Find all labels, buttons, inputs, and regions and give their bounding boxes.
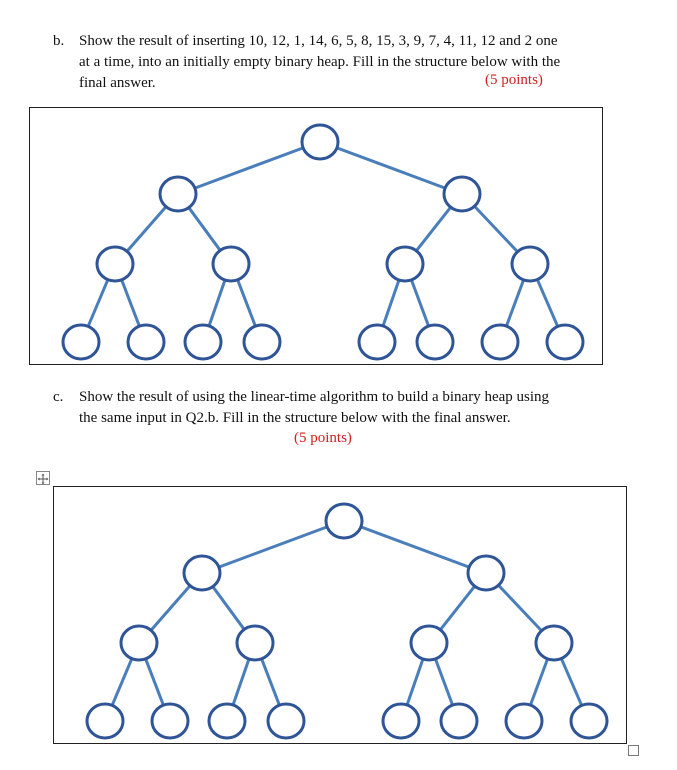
heap-node-empty[interactable]	[547, 325, 583, 359]
heap-node-empty[interactable]	[97, 247, 133, 281]
question-c-letter: c.	[53, 389, 64, 405]
tree-edge	[111, 657, 132, 707]
tree-edge	[188, 206, 221, 252]
tree-edge	[506, 278, 524, 327]
tree-edge	[530, 657, 548, 706]
heap-node-empty[interactable]	[184, 556, 220, 590]
tree-edge	[406, 657, 423, 706]
question-c	[53, 386, 653, 434]
move-arrows-icon[interactable]	[36, 471, 50, 485]
question-b-line-2: at a time, into an initially empty binary heap. Fill in the structure below with the	[79, 54, 561, 70]
heap-node-empty[interactable]	[87, 704, 123, 738]
heap-node-empty[interactable]	[417, 325, 453, 359]
tree-edge	[150, 584, 191, 631]
tree-edge	[126, 205, 167, 252]
question-b-line-1: Show the result of inserting 10, 12, 1, 14, 6, 5, 8, 15, 3, 9, 7, 4, 11, 12 and 2 one	[79, 33, 558, 49]
tree-edge	[212, 585, 245, 631]
tree-edge	[537, 278, 559, 328]
heap-tree-b	[30, 108, 604, 366]
heap-node-empty[interactable]	[444, 177, 480, 211]
heap-node-empty[interactable]	[359, 325, 395, 359]
heap-node-empty[interactable]	[121, 626, 157, 660]
heap-node-empty[interactable]	[512, 247, 548, 281]
tree-edge	[261, 657, 280, 707]
heap-node-empty[interactable]	[387, 247, 423, 281]
heap-node-empty[interactable]	[506, 704, 542, 738]
question-c-line-2: the same input in Q2.b. Fill in the structure below with the final answer.	[79, 410, 511, 426]
tree-edges-c	[111, 526, 582, 707]
heap-node-empty[interactable]	[468, 556, 504, 590]
tree-edge	[359, 526, 471, 567]
question-b-points: (5 points)	[485, 72, 543, 88]
heap-node-empty[interactable]	[244, 325, 280, 359]
heap-answer-box-c[interactable]	[53, 486, 627, 744]
heap-tree-c	[54, 487, 628, 745]
tree-edge	[193, 147, 305, 188]
question-c-line-1: Show the result of using the linear-time algorithm to build a binary heap using	[79, 389, 550, 405]
heap-node-empty[interactable]	[63, 325, 99, 359]
tree-edge	[497, 584, 542, 632]
heap-node-empty[interactable]	[326, 504, 362, 538]
tree-edge	[473, 205, 518, 253]
tree-edges-b	[87, 147, 558, 328]
heap-node-empty[interactable]	[209, 704, 245, 738]
tree-edge	[561, 657, 583, 707]
question-b-line-3: final answer.	[79, 75, 156, 91]
tree-edge	[232, 657, 249, 706]
heap-node-empty[interactable]	[128, 325, 164, 359]
tree-nodes-b	[63, 125, 583, 359]
tree-edge	[87, 278, 108, 328]
heap-node-empty[interactable]	[237, 626, 273, 660]
heap-node-empty[interactable]	[383, 704, 419, 738]
question-c-points: (5 points)	[294, 430, 352, 446]
heap-answer-box-b[interactable]	[29, 107, 603, 365]
heap-node-empty[interactable]	[160, 177, 196, 211]
heap-node-empty[interactable]	[185, 325, 221, 359]
heap-node-empty[interactable]	[152, 704, 188, 738]
tree-edge	[208, 278, 225, 327]
tree-edge	[411, 278, 429, 327]
heap-node-empty[interactable]	[482, 325, 518, 359]
tree-edge	[435, 657, 453, 706]
heap-node-empty[interactable]	[571, 704, 607, 738]
tree-edge	[439, 585, 476, 631]
tree-edge	[335, 147, 447, 188]
tree-edge	[217, 526, 329, 567]
tree-edge	[237, 278, 256, 328]
heap-node-empty[interactable]	[268, 704, 304, 738]
heap-node-empty[interactable]	[213, 247, 249, 281]
tree-edge	[121, 278, 140, 328]
tree-edge	[382, 278, 399, 327]
heap-node-empty[interactable]	[441, 704, 477, 738]
tree-edge	[415, 206, 452, 252]
heap-node-empty[interactable]	[536, 626, 572, 660]
heap-node-empty[interactable]	[302, 125, 338, 159]
question-b	[53, 30, 653, 100]
resize-handle-icon[interactable]	[628, 745, 639, 756]
tree-nodes-c	[87, 504, 607, 738]
tree-edge	[145, 657, 164, 707]
heap-node-empty[interactable]	[411, 626, 447, 660]
question-b-letter: b.	[53, 33, 65, 49]
